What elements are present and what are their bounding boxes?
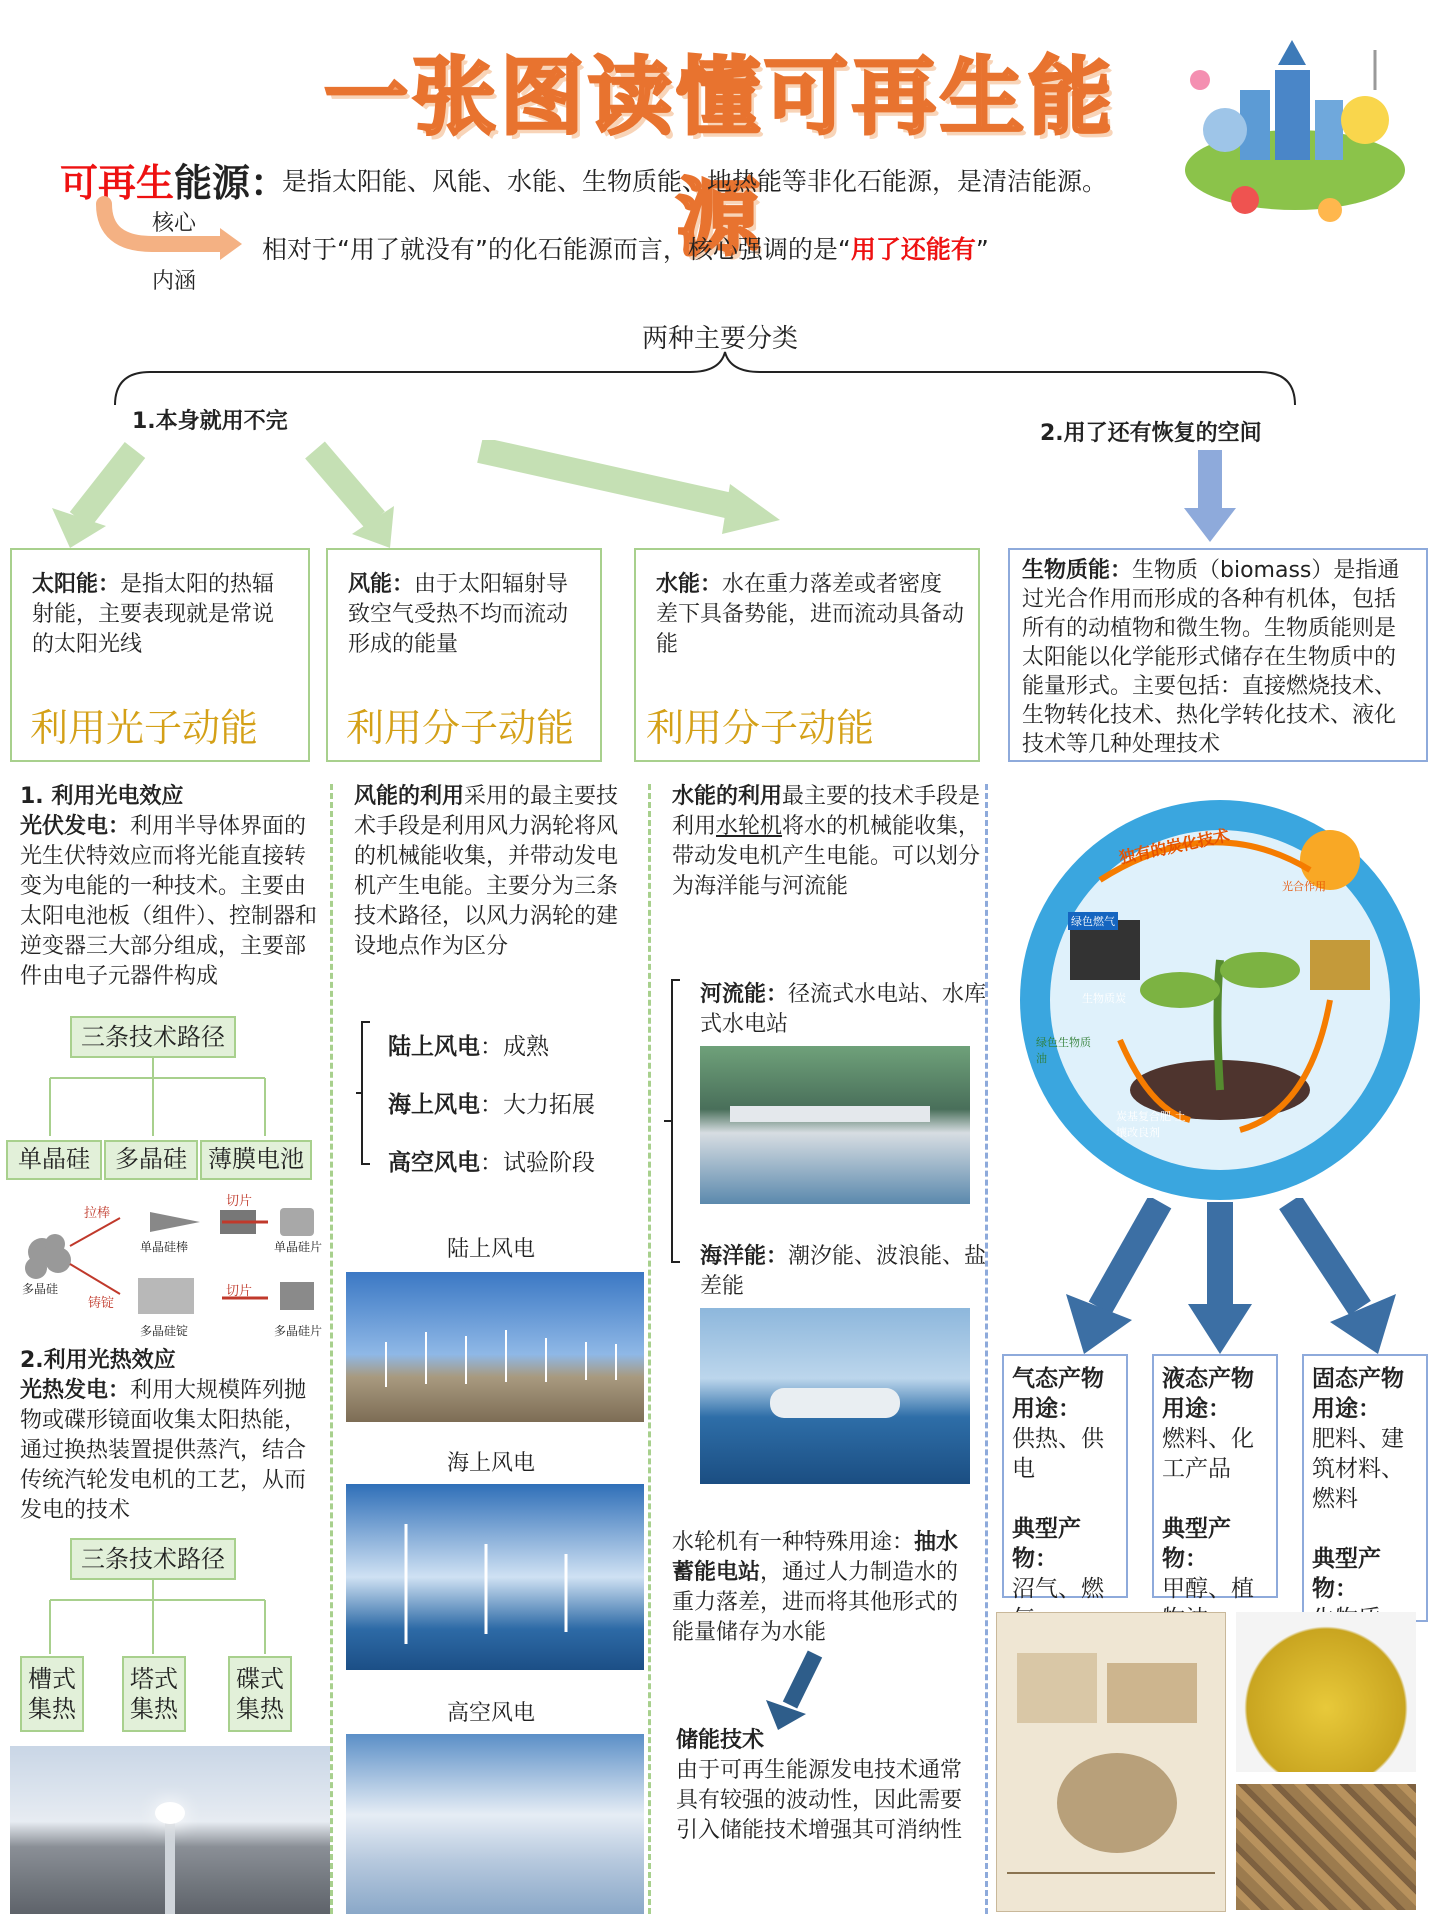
solar-box: 太阳能：是指太阳的热辐射能，主要表现就是常说的太阳光线 利用光子动能 (10, 548, 310, 762)
sky-wind-photo (346, 1734, 644, 1914)
wind-box: 风能：由于太阳辐射导致空气受热不均而流动形成的能量 利用分子动能 (326, 548, 602, 762)
pv-path-poly: 多晶硅 (104, 1140, 198, 1180)
thermal-paths-label: 三条技术路径 (70, 1538, 236, 1580)
eco-city-illustration (1170, 20, 1420, 240)
solar-tower-photo (10, 1746, 330, 1914)
green-arrows (40, 440, 800, 550)
wind-list-bracket (354, 1018, 374, 1168)
sea-wind-photo (346, 1484, 644, 1670)
wind-list: 陆上风电：成熟 海上风电：大力拓展 高空风电：试验阶段 (388, 1034, 595, 1176)
pv-section-text: 1. 利用光电效应 光伏发电：利用半导体界面的光生伏特效应而将光能直接转变为电能的一种技术。主要由太阳电池板（组件）、控制器和逆变器三大部分组成，主要部件由电子元器件构成 (20, 784, 318, 989)
caption-sky-wind: 高空风电 (446, 1701, 535, 1726)
ocean-text: 海洋能：潮汐能、波浪能、盐差能 (700, 1244, 987, 1299)
pv-paths-label: 三条技术路径 (70, 1016, 236, 1058)
page-title: 一张图读懂可再生能源 (323, 48, 1116, 267)
classification-heading: 两种主要分类 (641, 324, 798, 354)
thermal-path-trough: 槽式集热 (20, 1656, 84, 1732)
bio-oil-beaker-photo (1236, 1612, 1416, 1772)
water-use-text: 水能的利用最主要的技术手段是利用水轮机将水的机械能收集，带动发电机产生电能。可以划分为海洋能与河流能 (672, 784, 981, 899)
category-2: 2.用了还有恢复的空间 (1040, 421, 1262, 446)
river-text: 河流能：径流式水电站、水库式水电站 (700, 982, 987, 1037)
solar-big-label: 利用光子动能 (30, 706, 259, 750)
caption-land-wind: 陆上风电 (446, 1237, 535, 1262)
blue-arrow-down (1180, 450, 1240, 545)
water-box: 水能：水在重力落差或者密度差下具备势能，进而流动具备动能 利用分子动能 (634, 548, 980, 762)
definition-text: 是指太阳能、风能、水能、生物质能、地热能等非化石能源，是清洁能源。 (282, 167, 1108, 196)
bio-product-arrows (1060, 1198, 1430, 1358)
core-label-top: 核心 (152, 211, 197, 236)
category-1: 1.本身就用不完 (132, 409, 288, 434)
wind-use-text: 风能的利用采用的最主要技术手段是利用风力涡轮将风的机械能收集，并带动发电机产生电能。主要分为三条技术路径，以风力涡轮的建设地点作为区分 (354, 784, 619, 959)
bio-box: 生物质能：生物质（biomass）是指通过光合作用而形成的各种有机体，包括所有的动植物和微生物。生物质能则是太阳能以化学能形式储存在生物质中的能量形式。主要包括：直接燃烧技术、生物转化技术、热化学转化技术、液化技术等几种处理技术 (1008, 548, 1428, 762)
thermal-path-dish: 碟式集热 (228, 1656, 292, 1732)
river-dam-photo (700, 1046, 970, 1204)
wind-big-label: 利用分子动能 (346, 706, 575, 750)
caption-sea-wind: 海上风电 (446, 1451, 535, 1476)
solid-product-box: 固态产物 用途： 肥料、建筑材料、燃料 典型产物： (1302, 1354, 1428, 1622)
liquid-product-box: 液态产物 用途： 燃料、化工产品 典型产物： 甲醇、植 (1152, 1354, 1278, 1598)
thermal-section-text: 2.利用光热效应 光热发电：利用大规模阵列抛物或碟形镜面收集太阳热能，通过换热装置提供蒸汽，结合传统汽轮发电机的工艺，从而发电的技术 (20, 1348, 307, 1523)
gas-product-box: 气态产物 用途： 供热、供电 典型产物： 沼气、燃 (1002, 1354, 1128, 1598)
pv-path-thin: 薄膜电池 (200, 1140, 312, 1180)
storage-section: 储能技术 由于可再生能源发电技术通常具有较强的波动性，因此需要引入储能技术增强其可消纳性 (676, 1728, 963, 1843)
pumped-storage-text: 水轮机有一种特殊用途：抽水蓄能电站，通过人力制造水的重力落差，进而将其他形式的能量储存为水能 (672, 1530, 959, 1645)
water-big-label: 利用分子动能 (646, 706, 875, 750)
storage-arrow (760, 1650, 830, 1730)
biomass-pellets-photo (1236, 1784, 1416, 1910)
definition-label: 可再生能源： (60, 161, 289, 205)
water-bracket (662, 976, 684, 1266)
carbonization-circle (1010, 790, 1430, 1210)
core-text: 相对于“用了就没有”的化石能源而言，核心强调的是“用了还能有” (262, 235, 989, 264)
classification-brace (110, 350, 1300, 410)
core-label-bottom: 内涵 (152, 269, 197, 294)
ocean-energy-photo (700, 1308, 970, 1484)
circle-title: 独有的炭化技术 (1117, 825, 1231, 868)
pv-path-mono: 单晶硅 (6, 1140, 102, 1180)
biogas-digester-diagram (996, 1612, 1226, 1912)
thermal-path-tower: 塔式集热 (122, 1656, 186, 1732)
land-wind-photo (346, 1272, 644, 1422)
thermal-tree-lines (40, 1580, 280, 1656)
pv-tree-lines (40, 1058, 280, 1138)
